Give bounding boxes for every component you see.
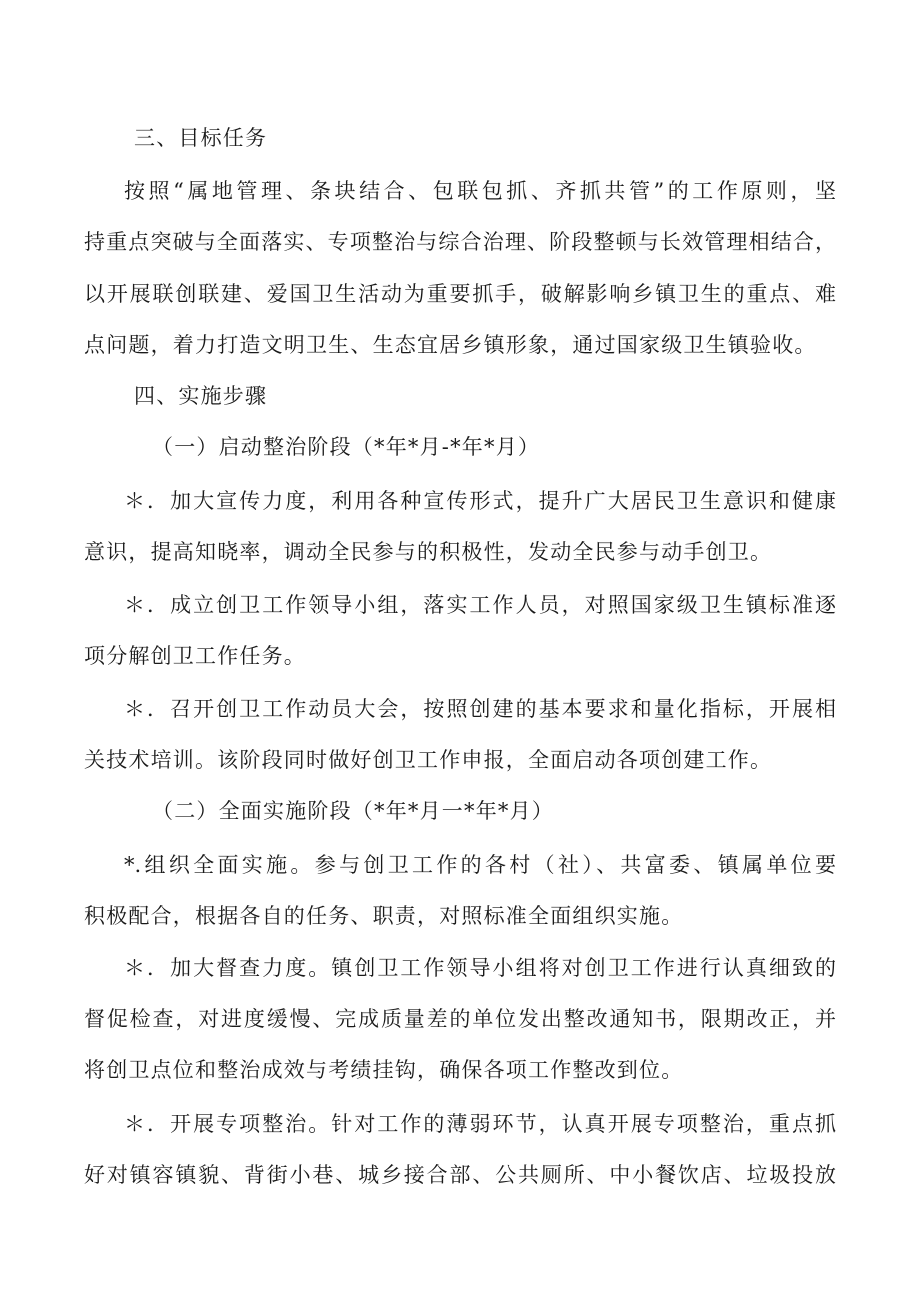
paragraph-line: 按照“属地管理、条块结合、包联包抓、齐抓共管”的工作原则，坚 bbox=[124, 179, 836, 203]
list-item-line: ＊．成立创卫工作领导小组，落实工作人员，对照国家级卫生镇标准逐 bbox=[124, 593, 836, 617]
list-item-line: ＊．加大督查力度。镇创卫工作领导小组将对创卫工作进行认真细致的 bbox=[124, 956, 836, 980]
list-item-line: *.组织全面实施。参与创卫工作的各村（社）、共富委、镇属单位要 bbox=[124, 853, 836, 877]
list-item-line: ＊．开展专项整治。针对工作的薄弱环节，认真开展专项整治，重点抓 bbox=[124, 1112, 836, 1136]
list-item-line: 好对镇容镇貌、背街小巷、城乡接合部、公共厕所、中小餐饮店、垃圾投放 bbox=[84, 1163, 836, 1187]
stage-heading-implementation: （二）全面实施阶段（*年*月一*年*月） bbox=[152, 799, 554, 823]
section-heading-goals: 三、目标任务 bbox=[134, 126, 268, 150]
list-item-line: ＊．加大宣传力度，利用各种宣传形式，提升广大居民卫生意识和健康 bbox=[124, 489, 836, 513]
paragraph-line: 以开展联创联建、爱国卫生活动为重要抓手，破解影响乡镇卫生的重点、难 bbox=[84, 282, 836, 306]
paragraph-line: 点问题，着力打造文明卫生、生态宜居乡镇形象，通过国家级卫生镇验收。 bbox=[84, 333, 817, 357]
paragraph-line: 持重点突破与全面落实、专项整治与综合治理、阶段整顿与长效管理相结合， bbox=[84, 230, 836, 254]
list-item-line: 积极配合，根据各自的任务、职责，对照标准全面组织实施。 bbox=[84, 904, 684, 928]
section-heading-steps: 四、实施步骤 bbox=[134, 384, 268, 408]
stage-heading-launch: （一）启动整治阶段（*年*月-*年*月） bbox=[152, 435, 541, 459]
list-item-line: 将创卫点位和整治成效与考绩挂钩，确保各项工作整改到位。 bbox=[84, 1058, 684, 1082]
list-item-line: 意识，提高知晓率，调动全民参与的积极性，发动全民参与动手创卫。 bbox=[84, 540, 773, 564]
list-item-line: 关技术培训。该阶段同时做好创卫工作申报，全面启动各项创建工作。 bbox=[84, 748, 773, 772]
list-item-line: 项分解创卫工作任务。 bbox=[84, 644, 306, 668]
list-item-line: 督促检查，对进度缓慢、完成质量差的单位发出整改通知书，限期改正，并 bbox=[84, 1007, 836, 1031]
list-item-line: ＊．召开创卫工作动员大会，按照创建的基本要求和量化指标，开展相 bbox=[124, 697, 836, 721]
